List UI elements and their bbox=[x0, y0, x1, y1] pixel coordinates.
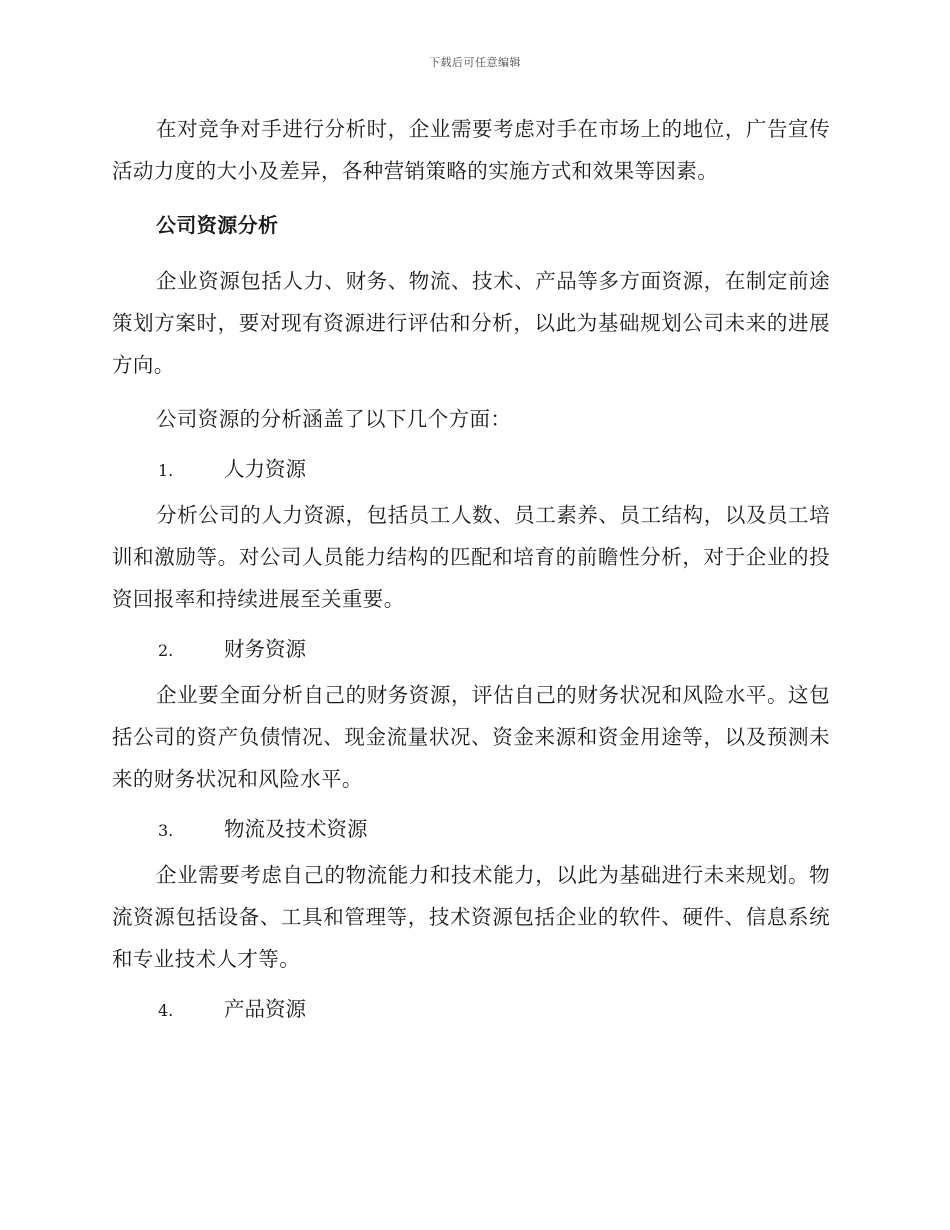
list-item-financial-resources bbox=[112, 632, 830, 662]
list-number: 1. bbox=[158, 461, 174, 480]
list-item-logistics-tech-resources bbox=[112, 812, 830, 842]
paragraph-financial-resources: 企业要全面分析自己的财务资源，评估自己的财务状况和风险水平。这包括公司的资产负债情况、现金流量状况、资金来源和资金用途等，以及预测未来的财务状况和风险水平。 bbox=[112, 683, 830, 791]
list-number: 4. bbox=[158, 1001, 174, 1020]
paragraph-resource-intro: 企业资源包括人力、财务、物流、技术、产品等多方面资源，在制定前途策划方案时，要对现有资源进行评估和分析，以此为基础规划公司未来的进展方向。 bbox=[112, 269, 830, 377]
list-number: 3. bbox=[158, 821, 174, 840]
section-heading: 公司资源分析 bbox=[156, 213, 279, 237]
page-header: 下载后可任意编辑 bbox=[429, 56, 521, 69]
paragraph-human-resources: 分析公司的人力资源，包括员工人数、员工素养、员工结构，以及员工培训和激励等。对公司人员能力结构的匹配和培育的前瞻性分析，对于企业的投资回报率和持续进展至关重要。 bbox=[112, 503, 830, 611]
paragraph-logistics-tech-resources: 企业需要考虑自己的物流能力和技术能力，以此为基础进行未来规划。物流资源包括设备、工具和管理等，技术资源包括企业的软件、硬件、信息系统和专业技术人才等。 bbox=[112, 863, 830, 971]
paragraph-resource-aspects: 公司资源的分析涵盖了以下几个方面： bbox=[156, 407, 512, 431]
paragraph-competitor-analysis: 在对竞争对手进行分析时，企业需要考虑对手在市场上的地位，广告宣传活动力度的大小及差异，各种营销策略的实施方式和效果等因素。 bbox=[112, 117, 830, 183]
list-label: 物流及技术资源 bbox=[224, 817, 368, 841]
list-item-product-resources bbox=[112, 992, 830, 1022]
list-label: 产品资源 bbox=[224, 997, 306, 1021]
list-item-human-resources bbox=[112, 452, 830, 482]
list-label: 人力资源 bbox=[224, 457, 306, 481]
list-number: 2. bbox=[158, 641, 174, 660]
document-body bbox=[112, 108, 830, 1034]
list-label: 财务资源 bbox=[224, 637, 306, 661]
